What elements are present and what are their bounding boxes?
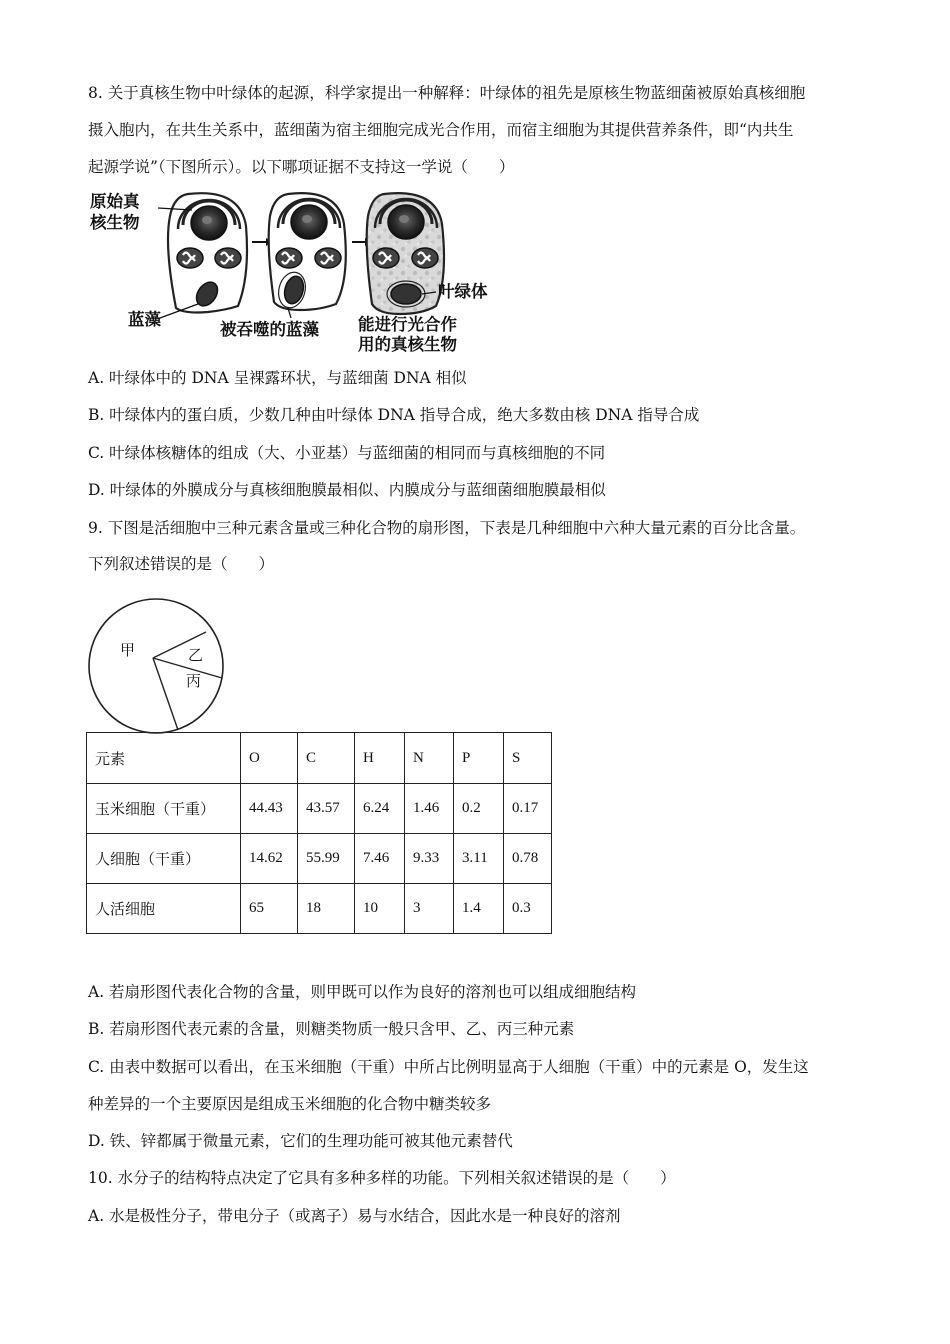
pie-figure	[86, 596, 226, 736]
table-row	[87, 784, 552, 834]
q8-stem-line-1: 8. 关于真核生物中叶绿体的起源，科学家提出一种解释：叶绿体的祖先是原核生物蓝细菌被原始真核细胞	[88, 84, 806, 102]
table-cell: 0.2	[454, 784, 504, 834]
table-cell: 人细胞（干重）	[87, 834, 241, 884]
table-cell: 43.57	[298, 784, 355, 834]
label-cyanobacteria: 蓝藻	[128, 310, 161, 329]
label-photosynthetic-eukaryote-1: 能进行光合作	[358, 315, 457, 334]
sector-pie-chart	[86, 596, 226, 736]
header-cell: 元素	[87, 733, 241, 784]
table-cell: 14.62	[241, 834, 298, 884]
label-primitive-eukaryote-1: 原始真	[90, 192, 140, 211]
element-content-table	[86, 732, 552, 934]
table-cell: 人活细胞	[87, 884, 241, 934]
table-cell: 玉米细胞（干重）	[87, 784, 241, 834]
q9-stem-line-2: 下列叙述错误的是（ ）	[88, 555, 275, 573]
q9-option-d: D. 铁、锌都属于微量元素，它们的生理功能可被其他元素替代	[88, 1132, 513, 1150]
label-chloroplast: 叶绿体	[438, 282, 488, 301]
header-cell: H	[355, 733, 405, 784]
q8-option-a: A. 叶绿体中的 DNA 呈裸露环状，与蓝细菌 DNA 相似	[88, 369, 467, 387]
table-cell: 6.24	[355, 784, 405, 834]
table-cell: 3.11	[454, 834, 504, 884]
q9-option-a: A. 若扇形图代表化合物的含量，则甲既可以作为良好的溶剂也可以组成细胞结构	[88, 983, 637, 1001]
q8-option-b: B. 叶绿体内的蛋白质，少数几种由叶绿体 DNA 指导合成，绝大多数由核 DNA 指导合成	[88, 406, 700, 424]
table-row	[87, 884, 552, 934]
table-cell: 18	[298, 884, 355, 934]
table-cell: 9.33	[405, 834, 454, 884]
q8-option-d: D. 叶绿体的外膜成分与真核细胞膜最相似、内膜成分与蓝细菌细胞膜最相似	[88, 481, 606, 499]
q9-stem-line-1: 9. 下图是活细胞中三种元素含量或三种化合物的扇形图，下表是几种细胞中六种大量元素的百分比含量。	[88, 519, 806, 537]
pie-label-yi: 乙	[188, 646, 204, 664]
table-cell: 65	[241, 884, 298, 934]
table-cell: 7.46	[355, 834, 405, 884]
pie-label-jia: 甲	[120, 641, 136, 659]
label-photosynthetic-eukaryote-2: 用的真核生物	[358, 335, 457, 354]
q10-stem: 10. 水分子的结构特点决定了它具有多种多样的功能。下列相关叙述错误的是（ ）	[88, 1169, 676, 1187]
endosymbiosis-diagram	[88, 186, 528, 358]
q8-option-c: C. 叶绿体核糖体的组成（大、小亚基）与蓝细菌的相同而与真核细胞的不同	[88, 444, 606, 462]
table-cell: 0.3	[504, 884, 552, 934]
table-cell: 44.43	[241, 784, 298, 834]
q8-stem-line-2: 摄入胞内，在共生关系中，蓝细菌为宿主细胞完成光合作用，而宿主细胞为其提供营养条件，即“内共生	[88, 121, 794, 139]
table-row	[87, 834, 552, 884]
pie-label-bing: 丙	[186, 672, 202, 690]
q9-option-b: B. 若扇形图代表元素的含量，则糖类物质一般只含甲、乙、丙三种元素	[88, 1020, 575, 1038]
header-cell: N	[405, 733, 454, 784]
table-cell: 10	[355, 884, 405, 934]
header-cell: C	[298, 733, 355, 784]
table-cell: 1.46	[405, 784, 454, 834]
label-primitive-eukaryote-2: 核生物	[90, 213, 140, 232]
table-cell: 0.17	[504, 784, 552, 834]
table-cell: 3	[405, 884, 454, 934]
chloroplast-shape	[391, 284, 421, 304]
header-cell: P	[454, 733, 504, 784]
table-cell: 0.78	[504, 834, 552, 884]
q9-option-c-line-1: C. 由表中数据可以看出，在玉米细胞（干重）中所占比例明显高于人细胞（干重）中的元素是 O，发生这	[88, 1058, 809, 1076]
table-cell: 55.99	[298, 834, 355, 884]
table-header-row	[87, 733, 552, 784]
table-cell: 1.4	[454, 884, 504, 934]
label-engulfed-cyanobacteria: 被吞噬的蓝藻	[220, 320, 319, 339]
q8-stem-line-3: 起源学说”（下图所示）。以下哪项证据不支持这一学说（ ）	[88, 158, 515, 176]
q10-option-a: A. 水是极性分子，带电分子（或离子）易与水结合，因此水是一种良好的溶剂	[88, 1207, 621, 1225]
q9-option-c-line-2: 种差异的一个主要原因是组成玉米细胞的化合物中糖类较多	[88, 1095, 492, 1113]
header-cell: O	[241, 733, 298, 784]
header-cell: S	[504, 733, 552, 784]
